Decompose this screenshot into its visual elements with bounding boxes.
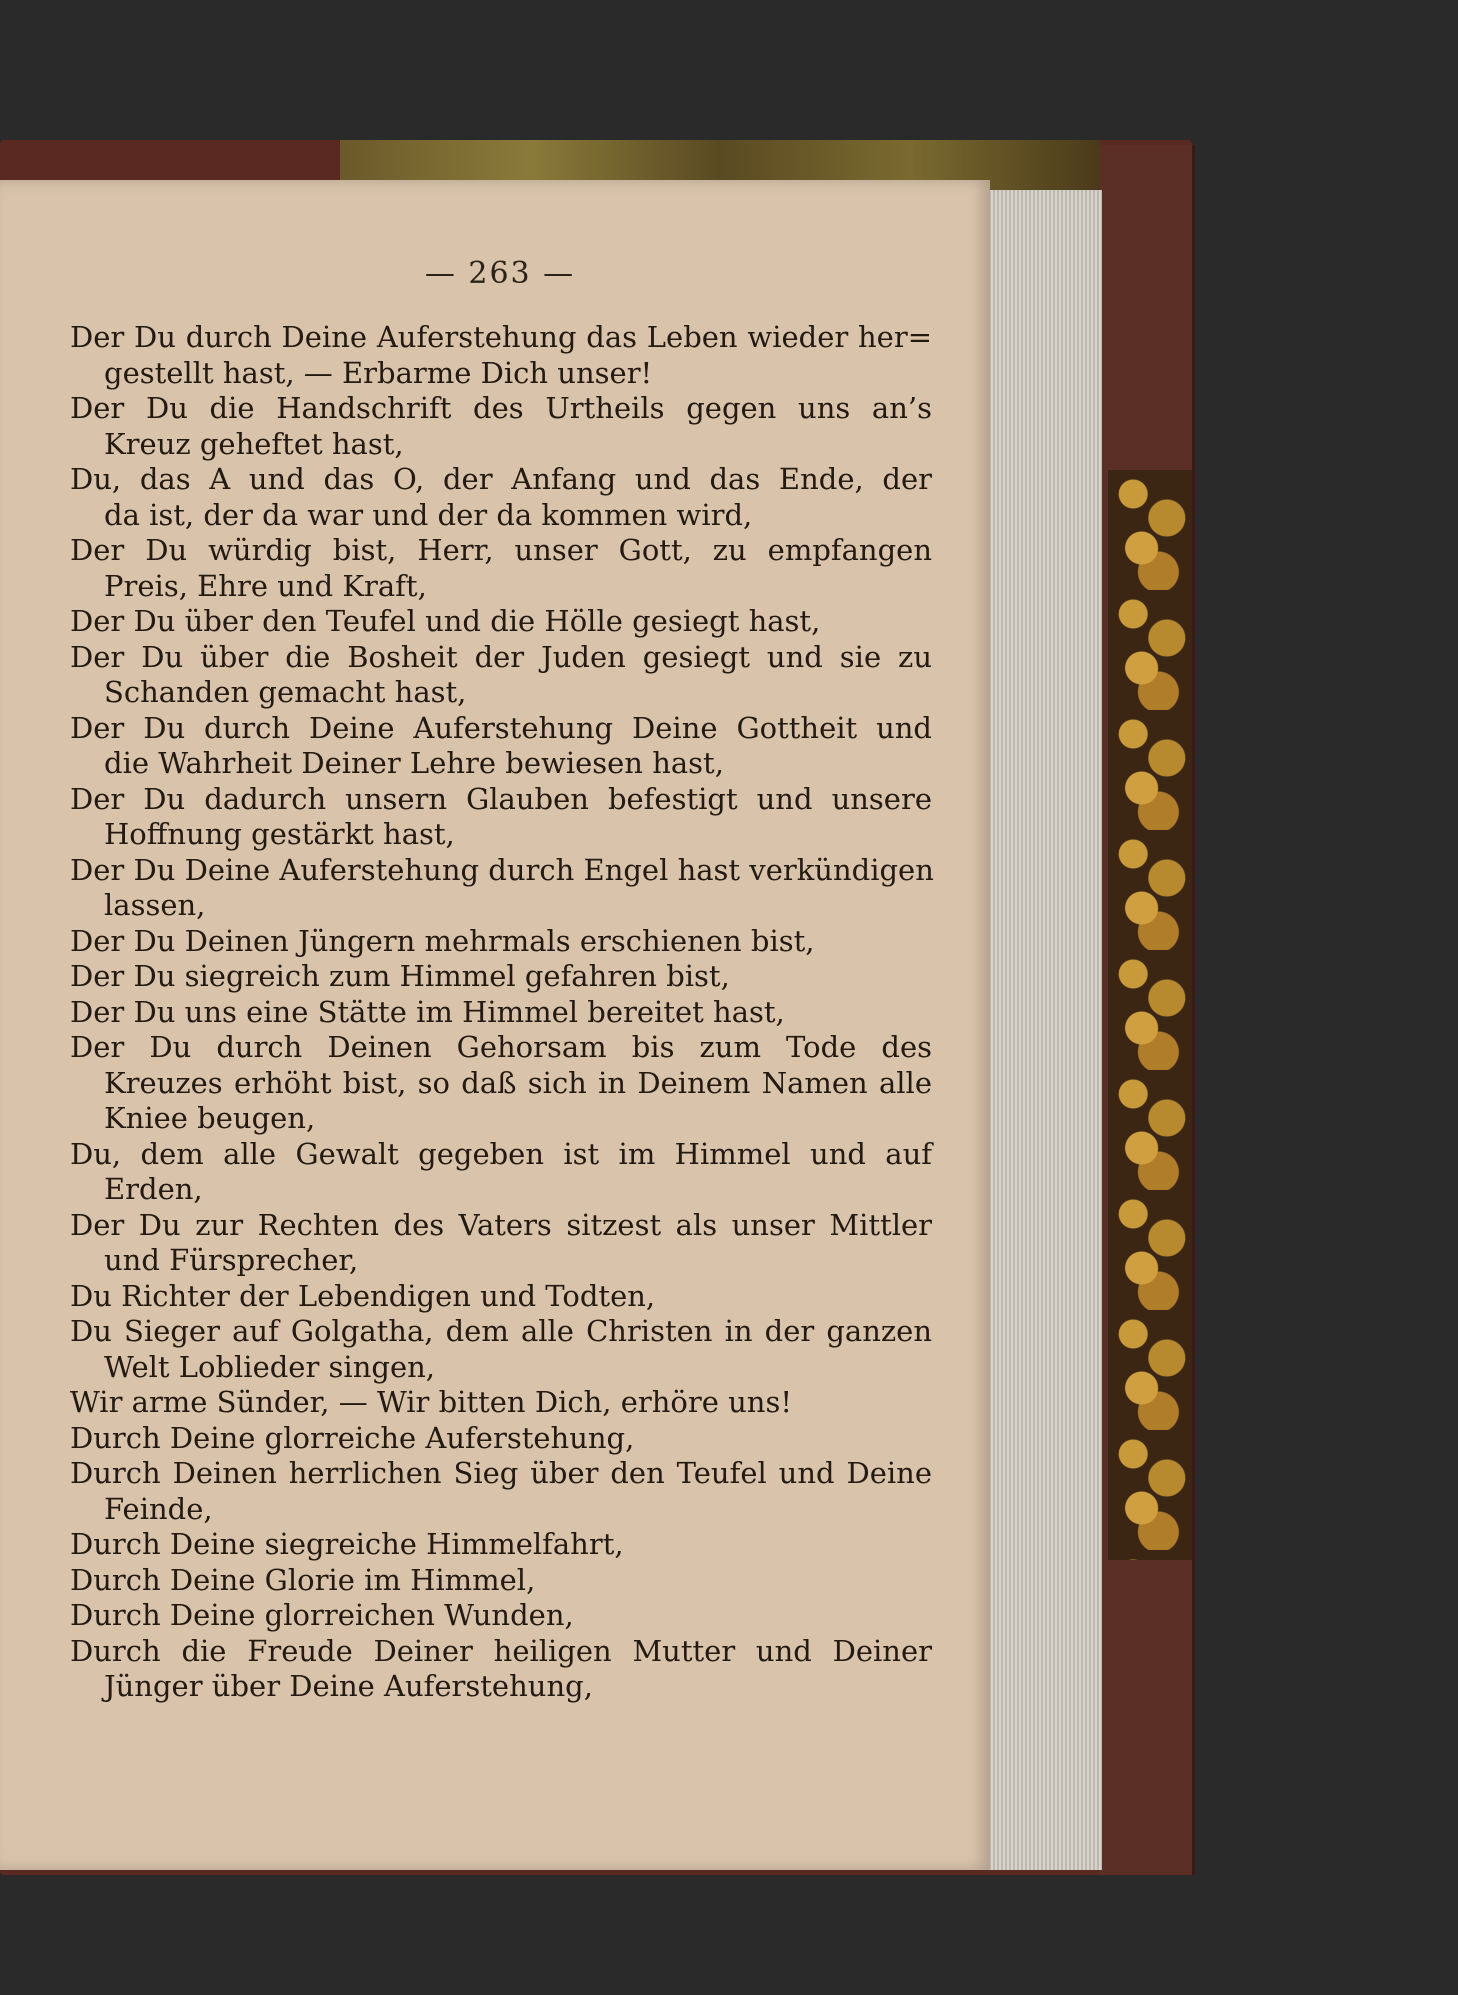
page-edges bbox=[985, 190, 1102, 1870]
text-line: Der Du uns eine Stätte im Himmel bereitet hast, bbox=[70, 994, 785, 1029]
text-line: Du, dem alle Gewalt gegeben ist im Himmel und auf bbox=[70, 1136, 932, 1171]
text-line: Der Du über die Bosheit der Juden gesiegt und sie zu bbox=[70, 639, 932, 674]
text-line: Du Sieger auf Golgatha, dem alle Christen in der ganzen bbox=[70, 1314, 932, 1348]
text-line: Schanden gemacht hast, bbox=[104, 675, 467, 709]
text-line: Durch Deinen herrlichen Sieg über den Teufel und Deine bbox=[70, 1456, 932, 1490]
text-line: Kreuz geheftet hast, bbox=[104, 426, 404, 461]
text-line: Erden, bbox=[104, 1172, 203, 1206]
text-line: Durch Deine siegreiche Himmelfahrt, bbox=[70, 1527, 624, 1561]
text-line: Der Du die Handschrift des Urtheils gegen uns an’s bbox=[70, 391, 932, 425]
text-line: Wir arme Sünder, — Wir bitten Dich, erhöre uns! bbox=[70, 1385, 792, 1419]
text-line: Durch Deine Glorie im Himmel, bbox=[70, 1562, 536, 1597]
text-line: Der Du Deinen Jüngern mehrmals erschienen bist, bbox=[70, 923, 815, 958]
text-line: Hoffnung gestärkt hast, bbox=[104, 817, 455, 851]
text-line: Der Du durch Deinen Gehorsam bis zum Tode des bbox=[70, 1030, 932, 1064]
text-line: Jünger über Deine Auferstehung, bbox=[104, 1669, 593, 1703]
text-line: Der Du würdig bist, Herr, unser Gott, zu empfangen bbox=[70, 533, 932, 567]
text-line: lassen, bbox=[104, 888, 206, 922]
marbled-endpaper bbox=[1108, 470, 1192, 1560]
text-line: Durch Deine glorreiche Auferstehung, bbox=[70, 1420, 635, 1455]
text-line: Preis, Ehre und Kraft, bbox=[104, 568, 427, 603]
text-line: Durch Deine glorreichen Wunden, bbox=[70, 1598, 574, 1632]
text-line: Der Du dadurch unsern Glauben befestigt und unsere bbox=[70, 781, 932, 816]
text-line: Der Du siegreich zum Himmel gefahren bist, bbox=[70, 959, 730, 993]
text-line: Der Du über den Teufel und die Hölle gesiegt hast, bbox=[70, 604, 821, 638]
text-line: Der Du Deine Auferstehung durch Engel hast verkündigen bbox=[70, 852, 934, 887]
text-line: Der Du durch Deine Auferstehung das Leben wieder her= bbox=[70, 320, 932, 354]
litany-text bbox=[70, 320, 932, 1705]
text-line: gestellt hast, — Erbarme Dich unser! bbox=[104, 355, 653, 390]
text-line: und Fürsprecher, bbox=[104, 1243, 359, 1277]
text-line: die Wahrheit Deiner Lehre bewiesen hast, bbox=[104, 746, 724, 780]
text-line: Du Richter der Lebendigen und Todten, bbox=[70, 1278, 656, 1313]
text-line: Der Du zur Rechten des Vaters sitzest als unser Mittler bbox=[70, 1207, 932, 1242]
text-line: Durch die Freude Deiner heiligen Mutter und Deiner bbox=[70, 1633, 932, 1668]
text-line: Kniee beugen, bbox=[104, 1101, 316, 1135]
text-line: da ist, der da war und der da kommen wird, bbox=[104, 497, 753, 532]
text-line: Du, das A und das O, der Anfang und das Ende, der bbox=[70, 462, 932, 496]
page-number: — 263 — bbox=[424, 256, 576, 291]
text-line: Feinde, bbox=[104, 1491, 213, 1526]
text-line: Kreuzes erhöht bist, so daß sich in Deinem Namen alle bbox=[104, 1065, 932, 1100]
text-line: Der Du durch Deine Auferstehung Deine Gottheit und bbox=[70, 710, 932, 745]
text-line: Welt Loblieder singen, bbox=[104, 1349, 436, 1384]
